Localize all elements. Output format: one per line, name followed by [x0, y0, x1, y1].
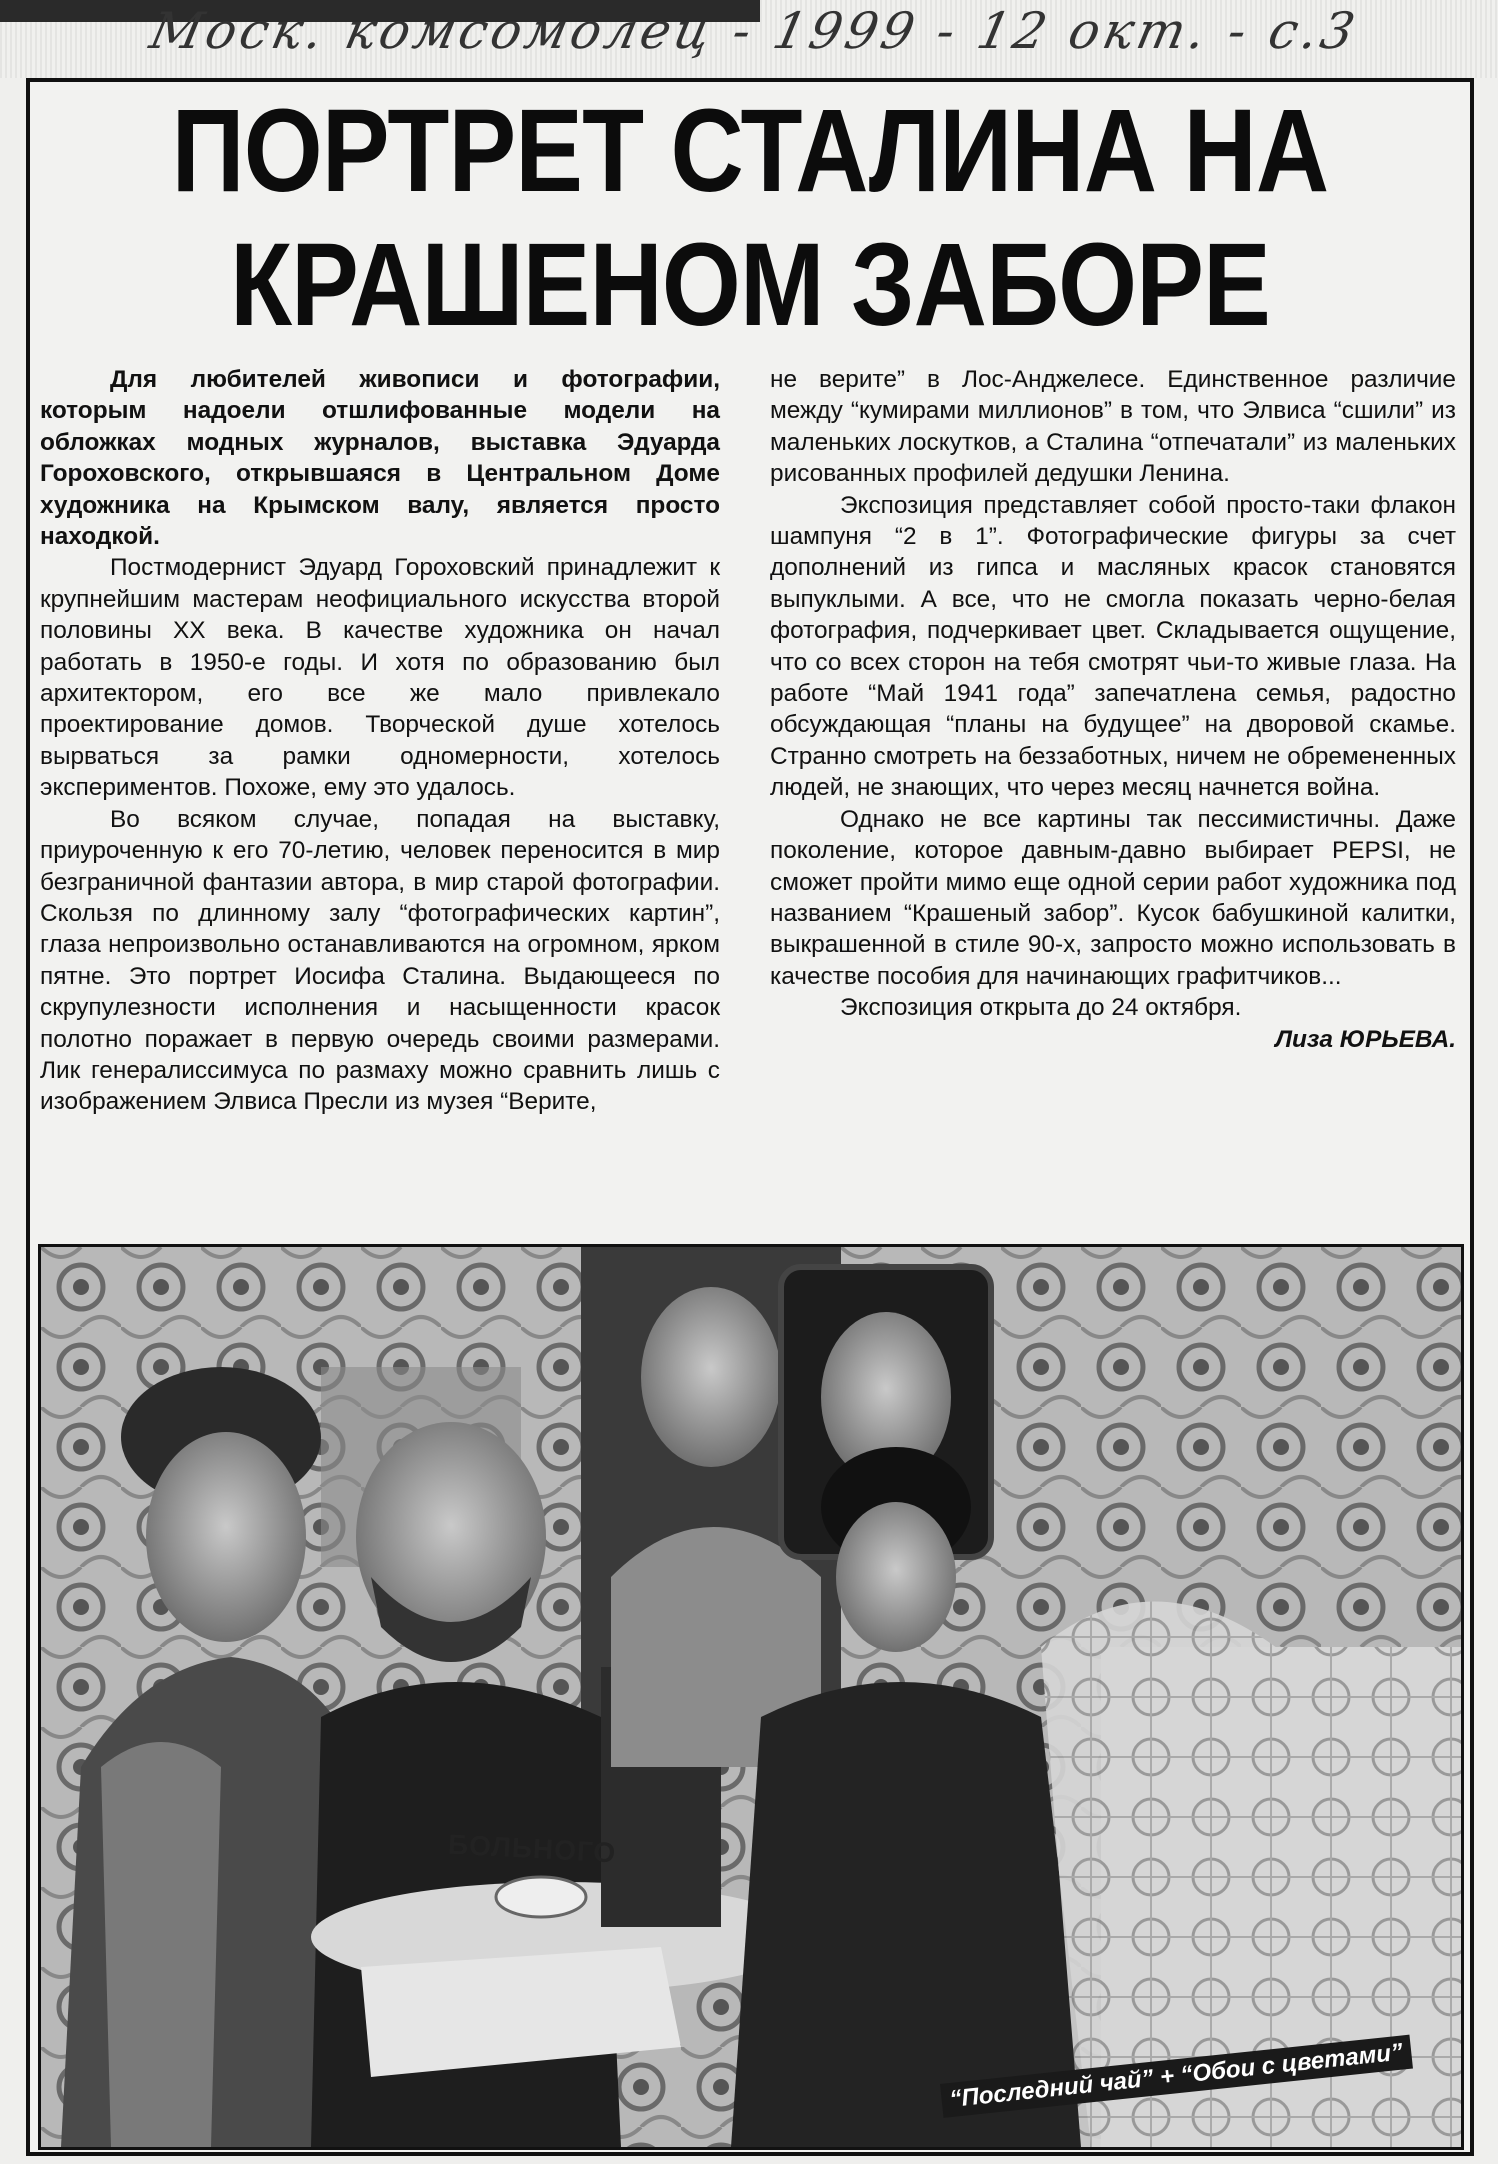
article-lead: Для любителей живописи и фотографии, которым надоели отшлифованные модели на обложках модных журналов, выставка Эдуарда Гороховского, открывшаяся в Центральном Доме художника на Крымском валу, является просто находкой. [40, 366, 720, 551]
article-paragraph: Экспозиция представляет собой просто-таки флакон шампуня “2 в 1”. Фотографические фигуры за счет дополнений из гипса и масляных красок становятся выпуклыми. А все, что не смогла показать черно-белая фотография, подчеркивает цвет. Складывается ощущение, что со всех сторон на тебя смотрят чьи-то живые глаза. На работе “Май 1941 года” запечатлена семья, радостно обсуждающая “планы на будущее” на дворовой скамье. Странно смотреть на беззаботных, ничем не обремененных людей, не знающих, что через месяц начнется война. [770, 491, 1456, 802]
article-column-right [770, 364, 1456, 1055]
article-paragraph: Во всяком случае, попадая на выставку, приуроченную к его 70-летию, человек переносится в мир безграничной фантазии автора, в мир старой фотографии. Скользя по длинному залу “фотографических картин”, глаза непроизвольно останавливаются на огромном, ярком пятне. Это портрет Иосифа Сталина. Выдающееся по скрупулезности исполнения и насыщенности красок полотно поражает в первую очередь своими размерами. Лик генералиссимуса по размаху можно сравнить лишь с изображением Элвиса Пресли из музея “Верите, [40, 805, 720, 1116]
article-headline [131, 84, 1369, 354]
girl-face [836, 1502, 956, 1652]
teacup [496, 1877, 586, 1917]
article-paragraph: Постмодернист Эдуард Гороховский принадлежит к крупнейшим мастерам неофициального искусства второй половины XX века. В качестве художника он начал работать в 1950-е годы. И хотя по образованию был архитектором, его все же мало привлекало проектирование домов. Творческой душе хотелось вырваться за рамки одномерности, хотелось экспериментов. Похоже, ему это удалось. [40, 554, 720, 802]
handwritten-source-note: Моск. комсомолец - 1999 - 12 окт. - с.3 [145, 2, 1364, 60]
article-paragraph: не верите” в Лос-Анджелесе. Единственное различие между “кумирами миллионов” в том, что Элвиса “сшили” из маленьких лоскутков, а Сталина “отпечатали” из маленьких рисованных профилей дедушки Ленина. [770, 366, 1456, 488]
photo-sign-text: БОЛЬНОГО [447, 1828, 617, 1869]
article-byline: Лиза ЮРЬЕВА. [1275, 1025, 1456, 1053]
woman-face [146, 1432, 306, 1642]
photo-illustration [41, 1247, 1461, 2147]
photo-caption: “Последний чай” + “Обои с цветами” [940, 2035, 1413, 2118]
previous-page-strip [0, 0, 1498, 78]
article-paragraph: Экспозиция открыта до 24 октября. [840, 994, 1242, 1022]
article-paragraph: Однако не все картины так пессимистичны. Даже поколение, которое давным-давно выбирает PEPSI, не сможет пройти мимо еще одной серии работ художника под названием “Крашеный забор”. Кусок бабушкиной калитки, выкрашенной в стиле 90-х, запросто можно использовать в качестве пособия для начинающих графитчиков... [770, 805, 1456, 990]
headline-line-2: КРАШЕНОМ ЗАБОРЕ [230, 219, 1270, 351]
article-column-left [40, 364, 720, 1118]
headline-line-1: ПОРТРЕТ СТАЛИНА НА [171, 85, 1329, 217]
exhibition-photo [38, 1244, 1464, 2150]
portrait-woman-face [641, 1287, 781, 1467]
